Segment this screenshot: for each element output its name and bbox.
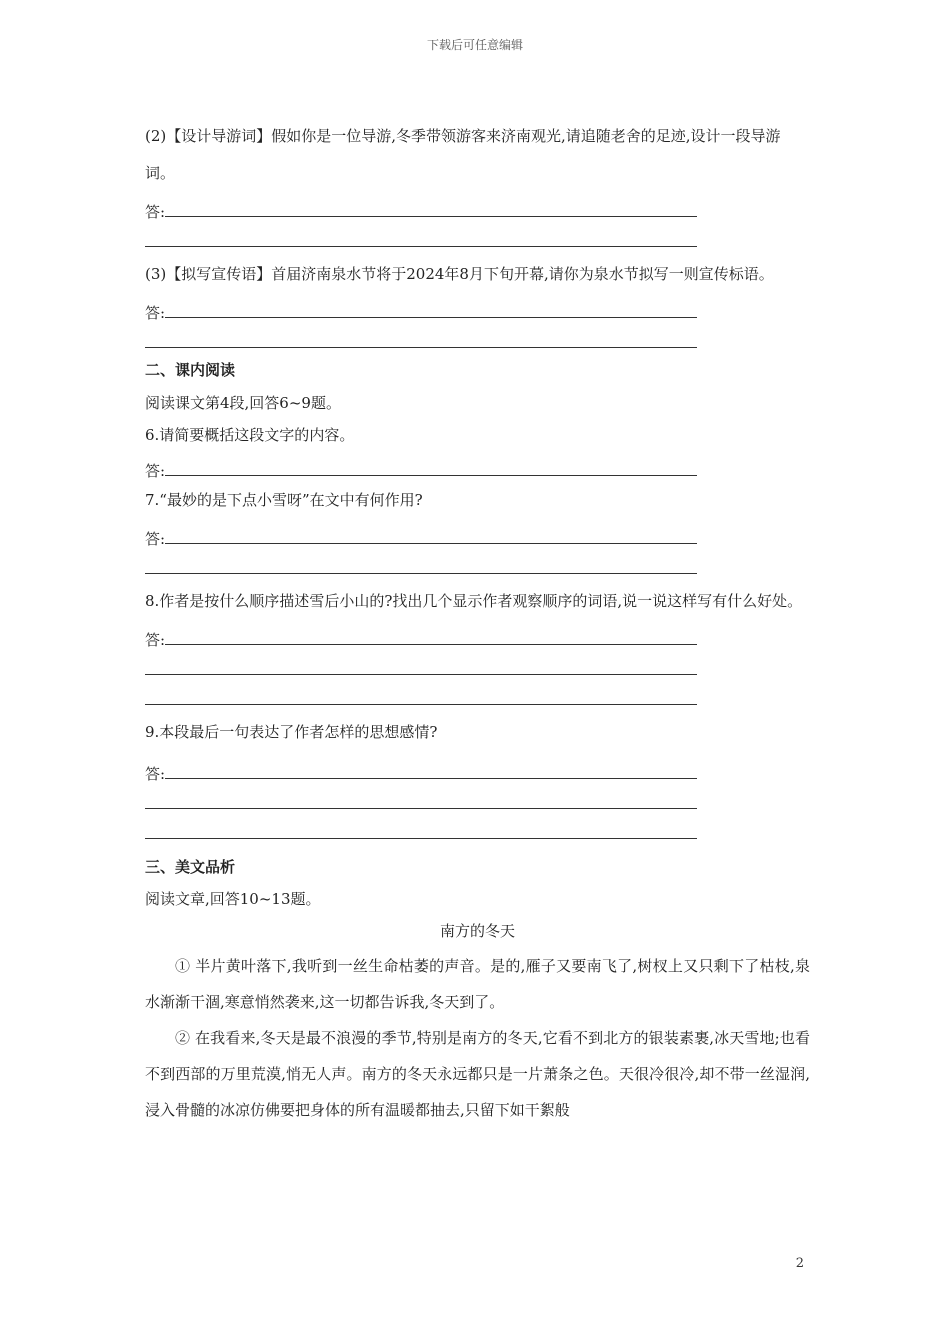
answer-line[interactable] <box>145 519 697 549</box>
answer-blank-line[interactable] <box>145 323 697 353</box>
question-8: 8.作者是按什么顺序描述雪后小山的?找出几个显示作者观察顺序的词语,说一说这样写有什么好处。 <box>145 592 803 610</box>
answer-line[interactable] <box>145 293 697 323</box>
answer-underline <box>165 475 697 476</box>
answer-underline <box>165 644 697 645</box>
article-title: 南方的冬天 <box>439 922 515 940</box>
answer-label: 答: <box>145 203 166 221</box>
section-intro: 阅读文章,回答10~13题。 <box>145 890 321 908</box>
answer-line[interactable] <box>145 451 697 481</box>
answer-blank-line[interactable] <box>145 814 697 844</box>
answer-label: 答: <box>145 765 166 783</box>
answer-label: 答: <box>145 462 166 480</box>
page-header: 下载后可任意编辑 <box>426 38 523 52</box>
answer-blank-line[interactable] <box>145 680 697 710</box>
answer-underline <box>165 317 697 318</box>
answer-label: 答: <box>145 631 166 649</box>
answer-blank-line[interactable] <box>145 650 697 680</box>
section-title-in-class-reading: 二、课内阅读 <box>145 361 236 379</box>
section-title-article-analysis: 三、美文品析 <box>145 858 236 876</box>
document-body <box>145 118 810 1128</box>
article-paragraph-1: ① 半片黄叶落下,我听到一丝生命枯萎的声音。是的,雁子又要南飞了,树杈上又只剩下了枯枝,泉水渐渐干涸,寒意悄然袭来,这一切都告诉我,冬天到了。 <box>145 957 810 1011</box>
answer-underline <box>165 543 697 544</box>
answer-blank-line[interactable] <box>145 784 697 814</box>
answer-blank-line[interactable] <box>145 549 697 579</box>
answer-blank-line[interactable] <box>145 222 697 252</box>
question-7: 7.“最妙的是下点小雪呀”在文中有何作用? <box>145 491 423 509</box>
question-slogan: (3)【拟写宣传语】首届济南泉水节将于2024年8月下旬开幕,请你为泉水节拟写一则宣传标语。 <box>145 265 774 283</box>
answer-underline <box>165 216 697 217</box>
question-design-guide: (2)【设计导游词】假如你是一位导游,冬季带领游客来济南观光,请追随老舍的足迹,设计一段导游词。 <box>145 127 781 182</box>
answer-line[interactable] <box>145 192 697 222</box>
question-9: 9.本段最后一句表达了作者怎样的思想感情? <box>145 723 438 741</box>
question-6: 6.请简要概括这段文字的内容。 <box>145 426 355 444</box>
answer-label: 答: <box>145 304 166 322</box>
answer-underline <box>165 778 697 779</box>
section-intro: 阅读课文第4段,回答6~9题。 <box>145 394 341 412</box>
article-paragraph-2: ② 在我看来,冬天是最不浪漫的季节,特别是南方的冬天,它看不到北方的银装素裹,冰天雪地;也看不到西部的万里荒漠,悄无人声。南方的冬天永远都只是一片萧条之色。天很冷很冷,却不带一丝湿润,浸入骨髓的冰凉仿佛要把身体的所有温暖都抽去,只留下如干絮般 <box>145 1029 810 1119</box>
answer-label: 答: <box>145 530 166 548</box>
answer-line[interactable] <box>145 754 697 784</box>
page-number: 2 <box>795 1256 804 1271</box>
answer-line[interactable] <box>145 620 697 650</box>
